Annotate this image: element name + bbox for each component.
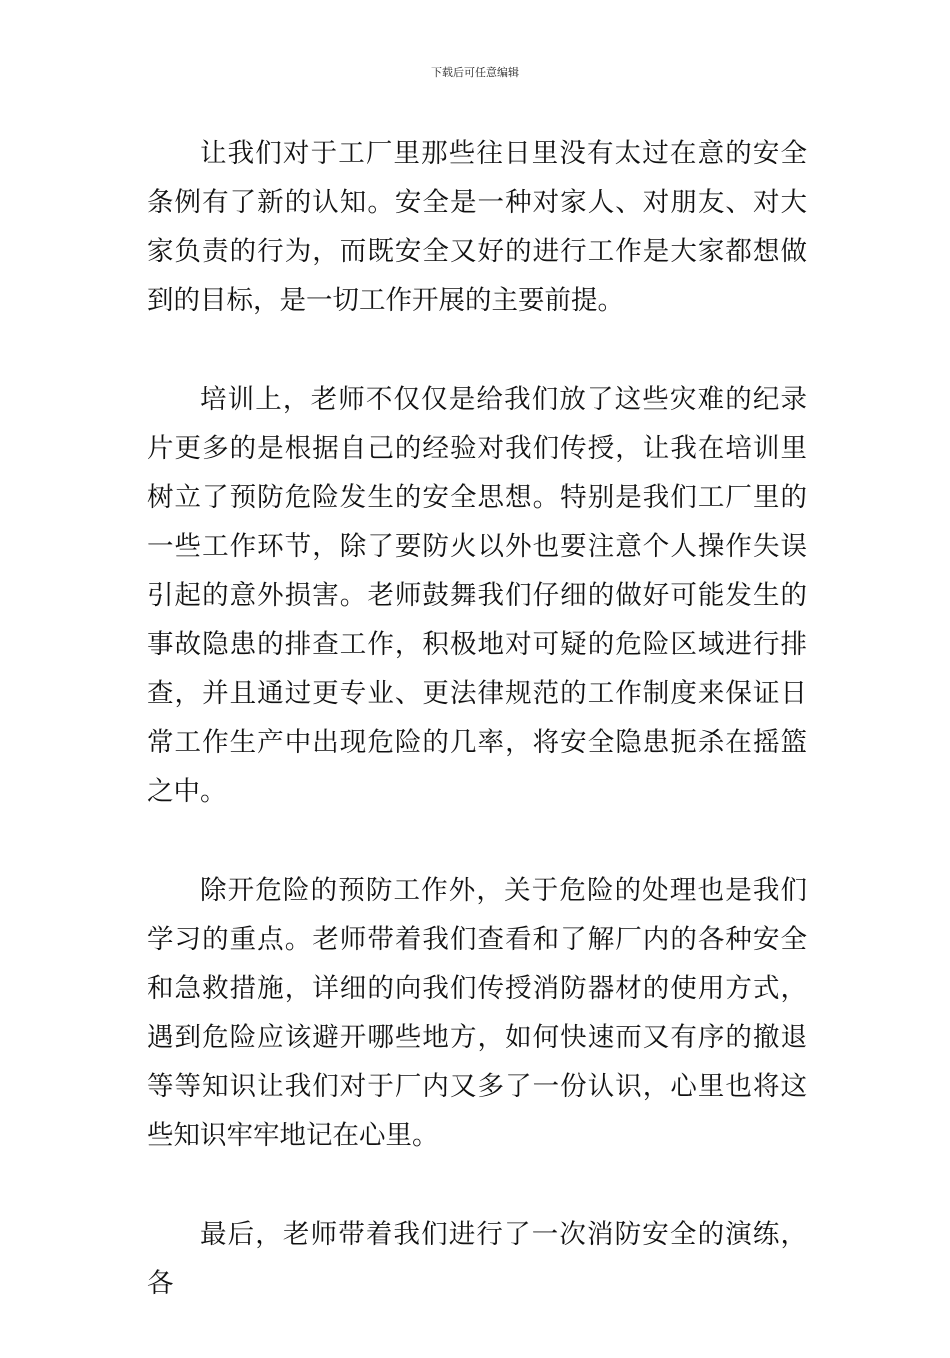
paragraph-4: 最后，老师带着我们进行了一次消防安全的演练，各 [147, 1219, 807, 1299]
header-note: 下载后可任意编辑 [431, 66, 519, 79]
paragraph-3: 除开危险的预防工作外，关于危险的处理也是我们学习的重点。老师带着我们查看和了解厂内的各种安全和急救措施，详细的向我们传授消防器材的使用方式，遇到危险应该避开哪些地方，如何快速而又有序的撤退等等知识让我们对于厂内又多了一份认识，心里也将这些知识牢牢地记在心里。 [147, 875, 807, 1151]
paragraph-2: 培训上，老师不仅仅是给我们放了这些灾难的纪录片更多的是根据自己的经验对我们传授，让我在培训里树立了预防危险发生的安全思想。特别是我们工厂里的一些工作环节，除了要防火以外也要注意个人操作失误引起的意外损害。老师鼓舞我们仔细的做好可能发生的事故隐患的排查工作，积极地对可疑的危险区域进行排查，并且通过更专业、更法律规范的工作制度来保证日常工作生产中出现危险的几率，将安全隐患扼杀在摇篮之中。 [147, 384, 807, 807]
paragraph-1: 让我们对于工厂里那些往日里没有太过在意的安全条例有了新的认知。安全是一种对家人、对朋友、对大家负责的行为，而既安全又好的进行工作是大家都想做到的目标，是一切工作开展的主要前提。 [147, 138, 807, 316]
body-text [147, 129, 807, 1358]
